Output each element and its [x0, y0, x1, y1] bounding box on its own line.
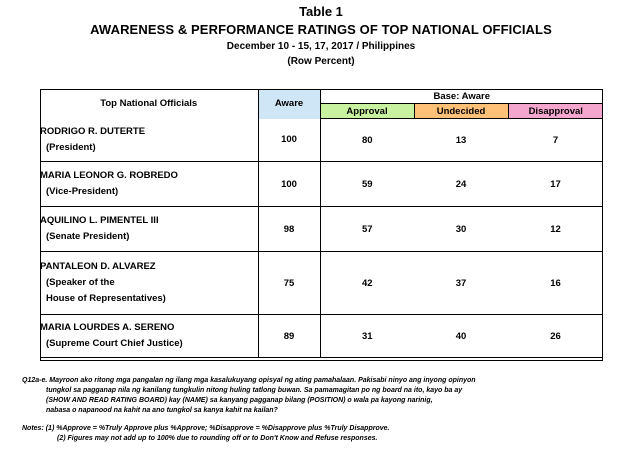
table-row	[40, 315, 603, 358]
official-cell	[40, 119, 258, 162]
table-unit: (Row Percent)	[287, 56, 355, 67]
header-approval: Approval	[320, 104, 414, 119]
table-row	[40, 207, 603, 252]
note-line: Notes: (1) %Approve = %Truly Approve plus %Approve; %Disapprove = %Disapprove plus %Truly Disapprove.	[22, 425, 390, 432]
official-name: MARIA LOURDES A. SERENO	[40, 322, 175, 333]
official-position: House of Representatives)	[46, 293, 166, 304]
aware-value: 100	[258, 162, 320, 207]
official-position: (Supreme Court Chief Justice)	[46, 338, 183, 349]
undecided-value: 40	[414, 315, 508, 358]
official-position: (Speaker of the	[46, 277, 115, 288]
undecided-value: 37	[414, 252, 508, 315]
question-text	[22, 376, 476, 416]
official-name: AQUILINO L. PIMENTEL III	[40, 215, 159, 226]
disapproval-value: 26	[508, 315, 603, 358]
official-name: RODRIGO R. DUTERTE	[40, 125, 146, 137]
official-position: (President)	[46, 141, 96, 153]
header-aware: Aware	[258, 89, 320, 119]
official-position: (Vice-President)	[46, 186, 119, 197]
note-line: (2) Figures may not add up to 100% due to rounding off or to Don't Know and Refuse responses.	[57, 435, 378, 442]
table-number: Table 1	[299, 4, 343, 19]
question-line: nabasa o napanood na kahit na ano tungkol sa kanya kahit na kailan?	[46, 407, 278, 414]
official-name: MARIA LEONOR G. ROBREDO	[40, 170, 178, 181]
disapproval-value: 16	[508, 252, 603, 315]
approval-value: 59	[320, 162, 414, 207]
undecided-value: 30	[414, 207, 508, 252]
question-line: Q12a-e. Mayroon ako ritong mga pangalan ng ilang mga kasalukuyang opisyal ng ating pamahalaan. Pakisabi ninyo ang inyong opinyon	[22, 377, 476, 384]
aware-value: 100	[258, 119, 320, 162]
official-cell	[40, 315, 258, 358]
undecided-value: 13	[414, 119, 508, 162]
question-line: (SHOW AND READ RATING BOARD) kay (NAME) sa kanyang pagganap bilang (POSITION) o wala pa kayong narinig,	[46, 397, 433, 404]
table-row	[40, 162, 603, 207]
approval-value: 31	[320, 315, 414, 358]
aware-value: 98	[258, 207, 320, 252]
header-base-aware: Base: Aware	[320, 89, 603, 104]
official-cell	[40, 162, 258, 207]
official-cell	[40, 207, 258, 252]
table-title: AWARENESS & PERFORMANCE RATINGS OF TOP NATIONAL OFFICIALS	[90, 22, 552, 37]
disapproval-value: 7	[508, 119, 603, 162]
survey-dates: December 10 - 15, 17, 2017 / Philippines	[226, 41, 416, 52]
official-name: PANTALEON D. ALVAREZ	[40, 261, 156, 272]
aware-value: 89	[258, 315, 320, 358]
ratings-table	[40, 89, 603, 358]
table-row	[40, 252, 603, 315]
header-disapproval: Disapproval	[508, 104, 603, 119]
notes-text	[22, 424, 389, 444]
table-row	[40, 119, 603, 162]
approval-value: 42	[320, 252, 414, 315]
question-line: tungkol sa pagganap nila ng kanilang tungkulin nitong huling tatlong buwan. Sa pamamagitan po ng board na ito, kayo ba ay	[46, 387, 463, 394]
disapproval-value: 12	[508, 207, 603, 252]
undecided-value: 24	[414, 162, 508, 207]
disapproval-value: 17	[508, 162, 603, 207]
official-cell	[40, 252, 258, 315]
official-position: (Senate President)	[46, 231, 130, 242]
approval-value: 80	[320, 119, 414, 162]
approval-value: 57	[320, 207, 414, 252]
aware-value: 75	[258, 252, 320, 315]
header-undecided: Undecided	[414, 104, 508, 119]
header-officials: Top National Officials	[100, 98, 198, 110]
